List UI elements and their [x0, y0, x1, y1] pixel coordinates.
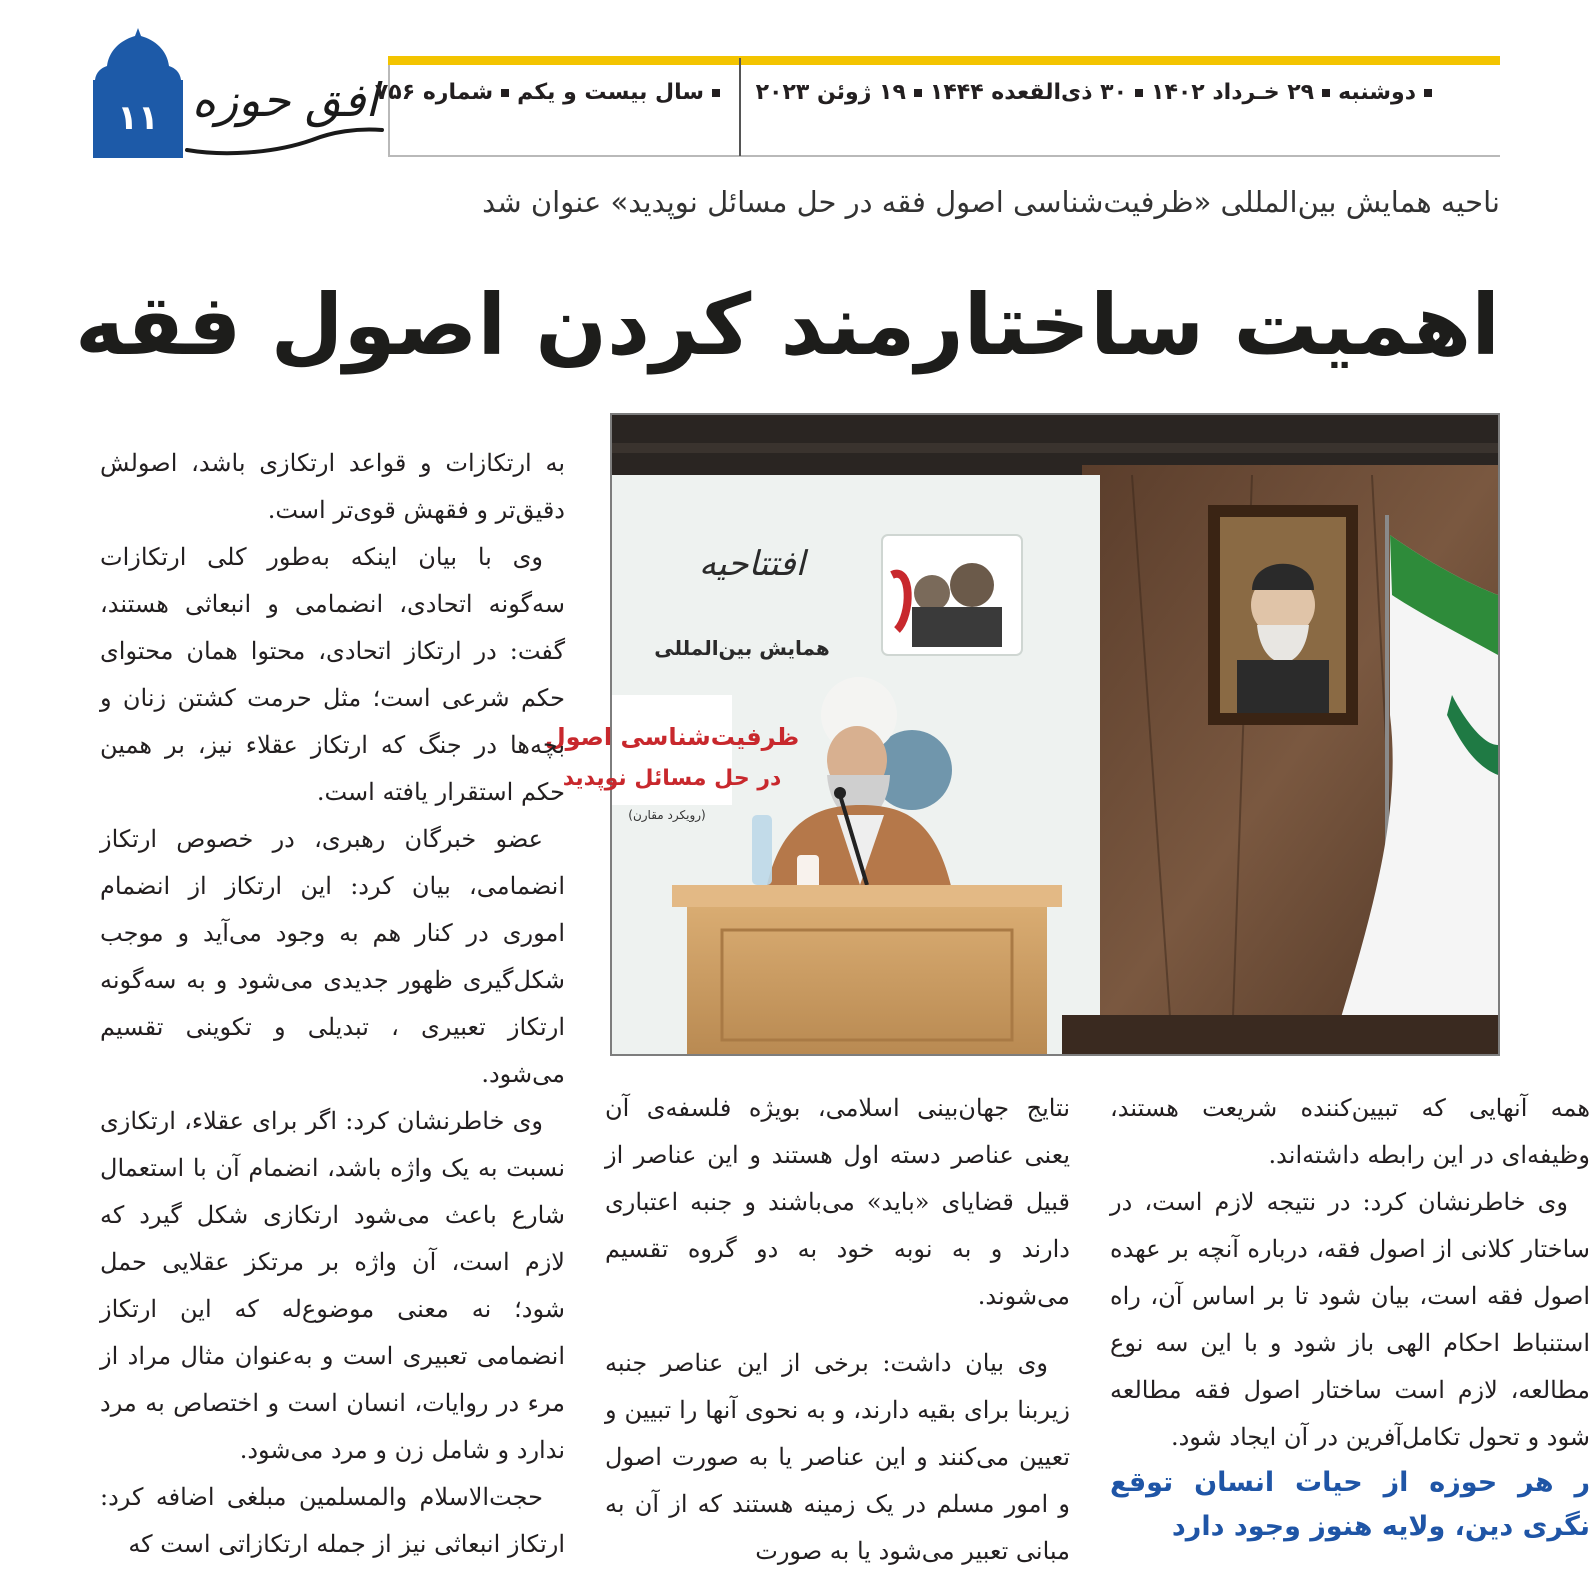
article-headline: اهمیت ساختارمند کردن اصول فقه — [74, 276, 1500, 374]
bullet-icon — [914, 89, 922, 97]
water-bottle — [752, 815, 772, 885]
header-accent-rule — [388, 56, 1500, 65]
paragraph: همه آنهایی که تبیین‌کننده شریعت هستند، وظیفه‌ای در این رابطه داشته‌اند. — [1110, 1094, 1590, 1169]
article-overline: ناحیه همایش بین‌المللی «ظرفیت‌شناسی اصول فقه در حل مسائل نوپدید» عنوان شد — [482, 185, 1500, 219]
banner-title: افتتاحیه — [698, 544, 806, 584]
article-column-middle — [605, 1085, 1070, 1565]
banner-line-2: در حل مسائل نوپدید — [562, 766, 782, 791]
publication-logo: افق حوزه — [191, 73, 379, 127]
volume-year: سال بیست و یکم — [517, 80, 704, 105]
page-number-badge — [93, 28, 183, 158]
date-solar: ۲۹ خـرداد ۱۴۰۲ — [1151, 80, 1315, 105]
paragraph: به ارتکازات و قواعد ارتکازی باشد، اصولش دقیق‌تر و فقهش قوی‌تر است. — [100, 449, 565, 524]
article-column-right — [1110, 1085, 1590, 1542]
logo-swash-decoration — [182, 120, 387, 160]
bullet-icon — [1135, 89, 1143, 97]
paragraph: وی خاطرنشان کرد: اگر برای عقلاء، ارتکازی نسبت به یک واژه باشد، انضمام آن با استعمال شارع باعث می‌شود ارتکازی شکل گیرد که لازم است، آن واژه بر مرتکز عقلایی حمل شود؛ نه معنی موضوع‌له که این ارتکاز انضمامی تعبیری است و به‌عنوان مثال مراد از مرء در روایات، انسان است و اختصاص به مرد ندارد و شامل زن و مرد می‌شود. — [100, 1107, 566, 1464]
paragraph: نتایج جهان‌بینی اسلامی، بویژه فلسفه‌ی آن یعنی عناصر دسته اول هستند و این عناصر از قبیل قضایای «باید» می‌باشند و جنبه اعتباری دارند و به نوبه خود به دو گروه تقسیم می‌شوند. — [605, 1094, 1070, 1310]
bullet-icon — [501, 89, 509, 97]
article-column-left — [100, 440, 566, 1558]
paragraph: وی خاطرنشان کرد: در نتیجه لازم است، در ساختار کلانی از اصول فقه، درباره آنچه بر عهده اصول فقه است، بیان شود تا بر اساس آن، راه استنباط احکام الهی باز شود و با این سه نوع مطالعه، لازم است ساختار اصول فقه مطالعه شود و تحول تکامل‌آفرین در آن ایجاد شود. — [1110, 1188, 1590, 1451]
banner-line-3: (رویکرد مقارن) — [628, 808, 706, 822]
bullet-icon — [712, 89, 720, 97]
banner-line-1: ظرفیت‌شناسی اصول — [544, 723, 800, 751]
podium-top — [672, 885, 1062, 907]
paragraph: وی با بیان اینکه به‌طور کلی ارتکازات سه‌گونه اتحادی، انضمامی و انبعاثی هستند، گفت: در ارتکاز اتحادی، محتوا همان محتوای حکم شرعی است؛ مثل حرمت کشتن زنان و بچه‌ها در جنگ که ارتکاز عقلاء نیز، بر همین حکم استقرار یافته است. — [100, 543, 565, 806]
bullet-icon — [1424, 89, 1432, 97]
paragraph: عضو خبرگان رهبری، در خصوص ارتکاز انضمامی، بیان کرد: این ارتکاز از انضمام اموری در کنار هم به وجود می‌آید و موجب شکل‌گیری ظهور جدیدی می‌شود و به سه‌گونه ارتکاز تعبیری ، تبدیلی و تکوینی تقسیم می‌شود. — [100, 825, 565, 1088]
article-photo — [544, 413, 1500, 1056]
issue-number-line — [374, 80, 728, 120]
paragraph: وی بیان داشت: برخی از این عناصر جنبه زیربنا برای بقیه دارند، و به نحوی آنها را تبیین و تعیین می‌کنند و این عناصر یا به صورت اصول و امور مسلم در یک زمینه هستند که از آن به مبانی تعبیر می‌شود یا به صورت — [605, 1349, 1070, 1565]
banner-subtitle: همایش بین‌المللی — [654, 636, 830, 660]
paragraph: حجت‌الاسلام والمسلمین مبلغی اضافه کرد: ارتکاز انبعاثی نیز از جمله ارتکازاتی است که — [100, 1483, 565, 1558]
date-lunar: ۳۰ ذی‌القعده ۱۴۴۴ — [929, 80, 1128, 105]
issue-date-line — [745, 80, 1440, 120]
page-number: ۱۱ — [117, 98, 159, 138]
date-gregorian: ۱۹ ژوئن ۲۰۲۳ — [755, 80, 906, 105]
bullet-icon — [1322, 89, 1330, 97]
mosque-dome-shape — [93, 28, 183, 158]
issue-number: شماره ۷۵۶ — [374, 80, 494, 105]
weekday: دوشنبه — [1338, 80, 1416, 105]
header-strip-divider — [739, 58, 741, 156]
pull-quote: ر هر حوزه از حیات انسان توقع نگری دین، ولایه هنوز وجود دارد — [1110, 1467, 1590, 1542]
microphone-icon — [834, 787, 846, 799]
